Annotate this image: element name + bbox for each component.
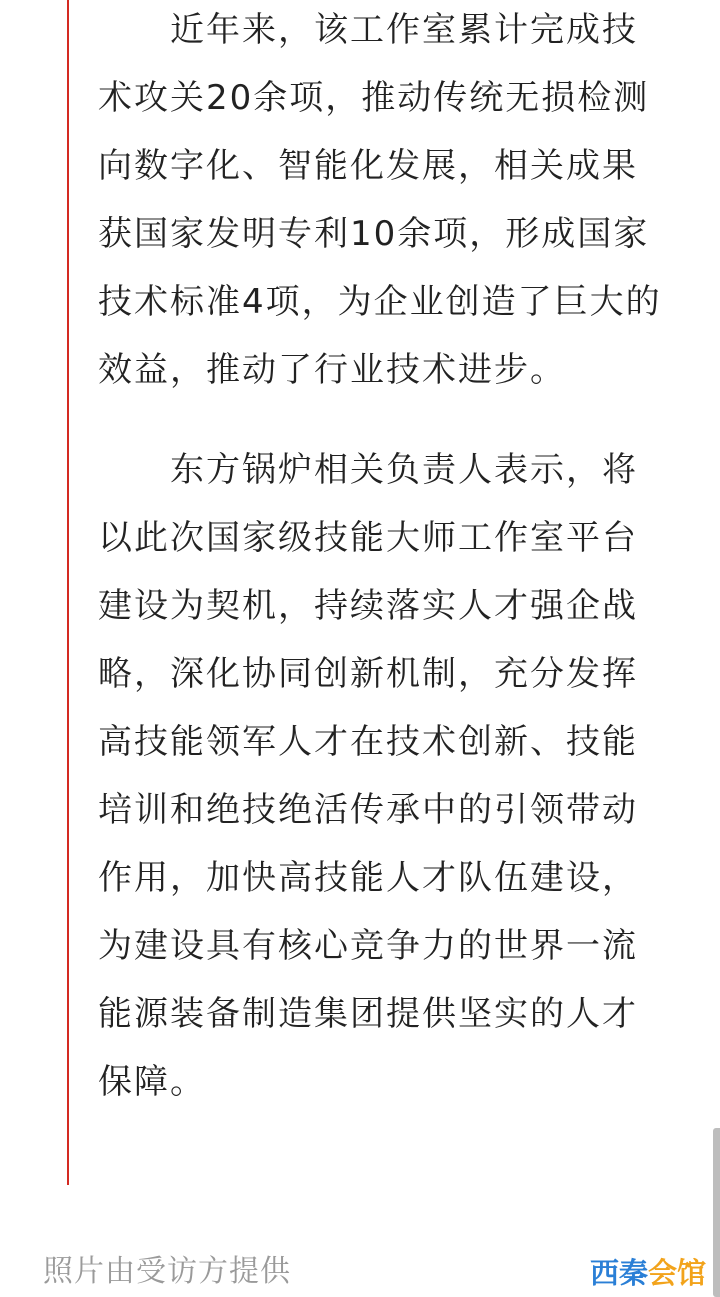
paragraph-line: 略，深化协同创新机制，充分发挥 — [98, 654, 638, 694]
paragraph-line: 近年来，该工作室累计完成技 — [98, 10, 638, 50]
quote-accent-bar — [67, 0, 69, 1185]
watermark-text-part2: 会馆 — [648, 1256, 707, 1290]
paragraph-line: 以此次国家级技能大师工作室平台 — [98, 518, 638, 558]
paragraph-line: 为建设具有核心竞争力的世界一流 — [98, 926, 638, 966]
paragraph-line: 作用，加快高技能人才队伍建设， — [98, 858, 638, 898]
paragraph-1 — [98, 0, 662, 404]
paragraph-line: 效益，推动了行业技术进步。 — [98, 350, 566, 390]
paragraph-line: 能源装备制造集团提供坚实的人才 — [98, 994, 638, 1034]
paragraph-line: 术攻关20余项，推动传统无损检测 — [98, 78, 650, 118]
paragraph-line: 保障。 — [98, 1062, 206, 1102]
watermark-text-part1: 西秦 — [590, 1256, 649, 1290]
paragraph-line: 向数字化、智能化发展，相关成果 — [98, 146, 638, 186]
paragraph-line: 培训和绝技绝活传承中的引领带动 — [98, 790, 638, 830]
paragraph-line: 技术标准4项，为企业创造了巨大的 — [98, 282, 662, 322]
paragraph-line: 东方锅炉相关负责人表示，将 — [98, 450, 638, 490]
scrollbar-thumb[interactable] — [713, 1128, 720, 1297]
paragraph-line: 高技能领军人才在技术创新、技能 — [98, 722, 638, 762]
paragraph-2 — [98, 436, 638, 1116]
paragraph-line: 建设为契机，持续落实人才强企战 — [98, 586, 638, 626]
watermark-logo — [590, 1254, 706, 1292]
paragraph-line: 获国家发明专利10余项，形成国家 — [98, 214, 650, 254]
photo-caption: 照片由受访方提供 — [43, 1254, 291, 1289]
